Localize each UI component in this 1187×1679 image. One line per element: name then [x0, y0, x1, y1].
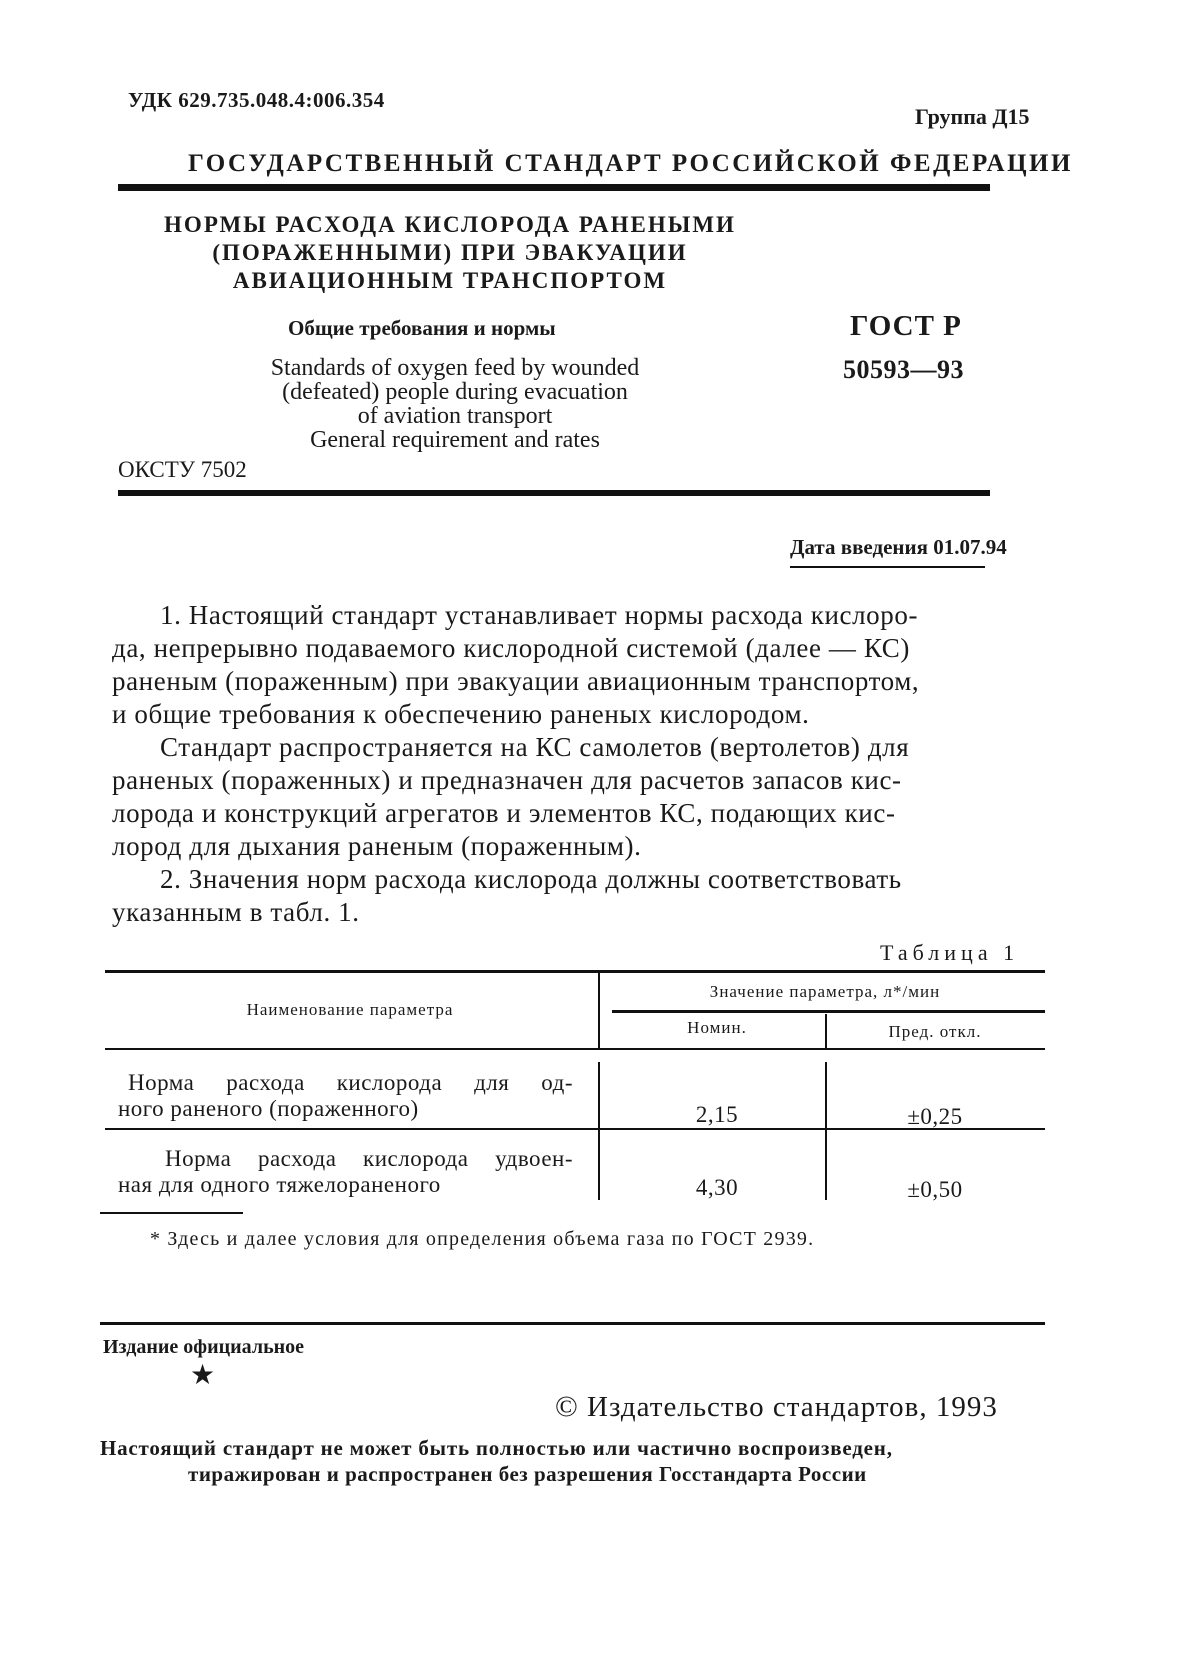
state-standard-heading: ГОСУДАРСТВЕННЫЙ СТАНДАРТ РОССИЙСКОЙ ФЕДЕРАЦИИ	[188, 150, 1073, 177]
date-underline	[790, 566, 985, 568]
table-top-rule	[105, 970, 1045, 973]
table-row-1-nominal: 2,15	[695, 1102, 739, 1127]
table-row-2-nominal: 4,30	[695, 1175, 739, 1200]
table-header-nominal: Номин.	[687, 1018, 747, 1037]
table-header-value: Значение параметра, л*/мин	[709, 982, 941, 1001]
table-row-2-name-line-2: ная для одного тяжелораненого	[118, 1172, 441, 1197]
english-title-line-2: (defeated) people during evacuation	[282, 379, 628, 405]
gost-label: ГОСТ Р	[850, 310, 962, 342]
udk-code: УДК 629.735.048.4:006.354	[128, 88, 385, 112]
table-col-divider-1-body	[598, 1062, 600, 1200]
title-bottom-rule	[118, 490, 990, 496]
okstu-code: ОКСТУ 7502	[118, 457, 247, 482]
group-code: Группа Д15	[915, 104, 1030, 129]
table-row-1-name-line-2: ного раненого (пораженного)	[118, 1096, 419, 1121]
table-header-split-rule	[612, 1010, 1045, 1013]
paragraph-1-line-3: раненым (пораженным) при эвакуации авиационным транспортом,	[112, 666, 920, 696]
title-line-2: (ПОРАЖЕННЫМИ) ПРИ ЭВАКУАЦИИ	[212, 240, 688, 265]
table-row-1-deviation: ±0,25	[907, 1104, 963, 1129]
table-caption: Таблица 1	[880, 940, 1020, 965]
footnote-rule	[100, 1212, 243, 1214]
paragraph-2-line-2: раненых (пораженных) и предназначен для расчетов запасов кис-	[112, 765, 902, 795]
paragraph-1-line-4: и общие требования к обеспечению раненых кислородом.	[112, 699, 810, 729]
table-header-deviation: Пред. откл.	[888, 1022, 982, 1041]
copyright-text: Издательство стандартов, 1993	[587, 1391, 998, 1423]
copyright-icon: ©	[555, 1390, 579, 1423]
rights-notice-line-1: Настоящий стандарт не может быть полностью или частично воспроизведен,	[100, 1436, 893, 1460]
paragraph-3-line-1: 2. Значения норм расхода кислорода должны соответствовать	[160, 864, 902, 894]
english-title-line-1: Standards of oxygen feed by wounded	[270, 355, 640, 381]
official-edition-label: Издание официальное	[103, 1336, 305, 1358]
gost-number: 50593—93	[843, 355, 964, 384]
subtitle: Общие требования и нормы	[288, 316, 556, 340]
rights-notice-line-2: тиражирован и распространен без разрешения Госстандарта России	[188, 1462, 867, 1486]
paragraph-3-line-2: указанным в табл. 1.	[112, 897, 360, 927]
star-icon: ★	[190, 1360, 216, 1391]
header-thick-rule	[118, 184, 990, 191]
table-header-name: Наименование параметра	[246, 1000, 454, 1019]
copyright-line	[555, 1390, 998, 1424]
table-row-2-name-line-1: Норма расхода кислорода удвоен-	[165, 1146, 573, 1171]
paragraph-1-line-2: да, непрерывно подаваемого кислородной системой (далее — КС)	[112, 633, 911, 663]
english-title-line-4: General requirement and rates	[310, 427, 600, 453]
title-line-3: АВИАЦИОННЫМ ТРАНСПОРТОМ	[232, 268, 668, 293]
title-line-1: НОРМЫ РАСХОДА КИСЛОРОДА РАНЕНЫМИ	[164, 212, 736, 237]
english-title-line-3: of aviation transport	[357, 403, 553, 429]
table-row-2-deviation: ±0,50	[907, 1177, 963, 1202]
paragraph-1-line-1: 1. Настоящий стандарт устанавливает нормы расхода кислоро-	[160, 600, 919, 630]
introduction-date: Дата введения 01.07.94	[790, 535, 1007, 559]
table-footnote: * Здесь и далее условия для определения объема газа по ГОСТ 2939.	[150, 1228, 815, 1250]
paragraph-2-line-1: Стандарт распространяется на КС самолетов (вертолетов) для	[160, 732, 910, 762]
table-header-bottom-rule	[105, 1048, 1045, 1050]
paragraph-2-line-3: лорода и конструкций агрегатов и элементов КС, подающих кис-	[112, 798, 896, 828]
paragraph-2-line-4: лород для дыхания раненым (пораженным).	[112, 831, 642, 861]
table-row-1-name-line-1: Норма расхода кислорода для од-	[128, 1070, 573, 1095]
footer-rule	[100, 1322, 1045, 1325]
